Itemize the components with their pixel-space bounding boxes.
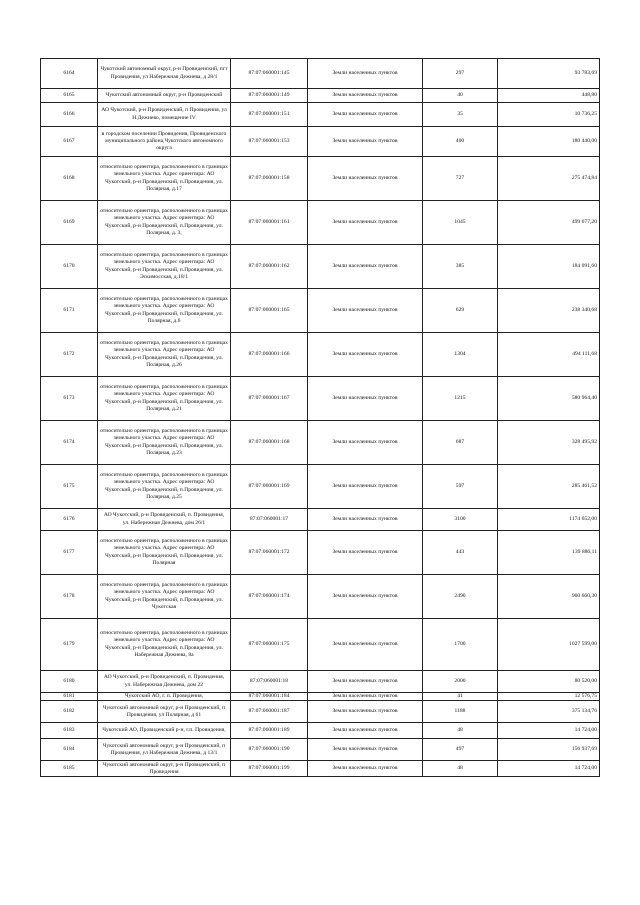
table-row <box>41 201 600 245</box>
area-cell: 1188 <box>423 701 498 723</box>
land-category: Земли населенных пунктов <box>308 103 423 127</box>
cadastral-value: 448,80 <box>498 89 600 103</box>
address-cell: относительно ориентира, расположенного в границах земельного участка. Адрес ориентира: АО Чукотский, р-н Провиденский, п.Провидения, ул. Полярная, д.26 <box>98 333 231 377</box>
cadastral-number: 87:07:060001:162 <box>231 245 308 289</box>
table-row <box>41 723 600 739</box>
cadastral-number: 87:07:060001:153 <box>231 127 308 157</box>
cadastral-number: 87:07:060001:151 <box>231 103 308 127</box>
address-cell: АО Чукотский, р-н Провиденский, п. Провидения, ул. Набережная Дежнева, дом 22 <box>98 671 231 693</box>
address-cell: АО Чукотский, р-н Провиденский, п. Провидения, ул. Набережная Дежнева, дом 26/1 <box>98 509 231 531</box>
row-number: 6166 <box>41 103 98 127</box>
row-number: 6175 <box>41 465 98 509</box>
cadastral-value: 285 461,52 <box>498 465 600 509</box>
land-category: Земли населенных пунктов <box>308 575 423 619</box>
cadastral-value: 184 091,60 <box>498 245 600 289</box>
table-row <box>41 575 600 619</box>
land-category: Земли населенных пунктов <box>308 531 423 575</box>
table-row <box>41 421 600 465</box>
cadastral-value: 900 660,30 <box>498 575 600 619</box>
cadastral-number: 87:07:060001:172 <box>231 531 308 575</box>
row-number: 6170 <box>41 245 98 289</box>
table-row <box>41 465 600 509</box>
row-number: 6183 <box>41 723 98 739</box>
address-cell: Чукотский автономный округ, р-н Провиденский, пгт Провидения, ул Набережная Дежнева, д 28/1 <box>98 59 231 89</box>
row-number: 6181 <box>41 693 98 701</box>
cadastral-value: 275 474,84 <box>498 157 600 201</box>
cadastral-value: 139 886,11 <box>498 531 600 575</box>
land-category: Земли населенных пунктов <box>308 89 423 103</box>
table-row <box>41 701 600 723</box>
row-number: 6182 <box>41 701 98 723</box>
address-cell: относительно ориентира, расположенного в границах земельного участка. Адрес ориентира: АО Чукотский, р-н Провиденский, п.Провидения, ул. Полярная, д.17 <box>98 157 231 201</box>
land-category: Земли населенных пунктов <box>308 619 423 671</box>
cadastral-value: 328 495,92 <box>498 421 600 465</box>
area-cell: 1304 <box>423 333 498 377</box>
address-cell: Чукотский автономный округ, р-н Провиденский, п Провидения, ул Полярная, д 61 <box>98 701 231 723</box>
cadastral-number: 87:07:060001:165 <box>231 289 308 333</box>
cadastral-value: 14 724,00 <box>498 761 600 777</box>
address-cell: Чукотский автономный округ, р-н Провиденский, п Провидения, ул Набережная Дежнева, д 13/1 <box>98 739 231 761</box>
cadastral-number: 87:07:060001:174 <box>231 575 308 619</box>
cadastral-number: 87:07:060001:190 <box>231 739 308 761</box>
row-number: 6184 <box>41 739 98 761</box>
row-number: 6179 <box>41 619 98 671</box>
cadastral-number: 87:07:060001:149 <box>231 89 308 103</box>
row-number: 6167 <box>41 127 98 157</box>
cadastral-number: 87:07:060001:175 <box>231 619 308 671</box>
land-category: Земли населенных пунктов <box>308 693 423 701</box>
table-row <box>41 619 600 671</box>
land-category: Земли населенных пунктов <box>308 289 423 333</box>
cadastral-value: 10 736,25 <box>498 103 600 127</box>
row-number: 6171 <box>41 289 98 333</box>
cadastral-number: 87:07:060001:161 <box>231 201 308 245</box>
address-cell: Чукотский АО, г. п. Провидения, <box>98 693 231 701</box>
cadastral-number: 87:07:060001:199 <box>231 761 308 777</box>
address-cell: относительно ориентира, расположенного в границах земельного участка. Адрес ориентира: АО Чукотский, р-н Провиденский, п.Провидения, ул. Полярная, д.21 <box>98 377 231 421</box>
land-category: Земли населенных пунктов <box>308 723 423 739</box>
table-row <box>41 157 600 201</box>
area-cell: 48 <box>423 761 498 777</box>
address-cell: относительно ориентира, расположенного в границах земельного участка. Адрес ориентира: АО Чукотский, р-н Провиденский, п.Провидения, ул. Полярная, д. 3, <box>98 201 231 245</box>
row-number: 6180 <box>41 671 98 693</box>
land-category: Земли населенных пунктов <box>308 465 423 509</box>
area-cell: 2000 <box>423 671 498 693</box>
row-number: 6165 <box>41 89 98 103</box>
cadastral-value: 12 576,75 <box>498 693 600 701</box>
area-cell: 687 <box>423 421 498 465</box>
cadastral-number: 87:07:060001:17 <box>231 509 308 531</box>
cadastral-number: 87:07:060001:187 <box>231 701 308 723</box>
area-cell: 727 <box>423 157 498 201</box>
land-register-table <box>40 58 600 777</box>
area-cell: 48 <box>423 723 498 739</box>
cadastral-value: 14 724,00 <box>498 723 600 739</box>
table-row <box>41 671 600 693</box>
table-row <box>41 289 600 333</box>
row-number: 6169 <box>41 201 98 245</box>
area-cell: 597 <box>423 465 498 509</box>
cadastral-number: 87:07:060001:167 <box>231 377 308 421</box>
table-row <box>41 509 600 531</box>
cadastral-value: 580 964,40 <box>498 377 600 421</box>
address-cell: Чукотский АО, Провиденский р-н, г.п. Провидения, <box>98 723 231 739</box>
row-number: 6168 <box>41 157 98 201</box>
land-category: Земли населенных пунктов <box>308 377 423 421</box>
table-row <box>41 693 600 701</box>
land-category: Земли населенных пунктов <box>308 701 423 723</box>
cadastral-value: 375 134,76 <box>498 701 600 723</box>
land-category: Земли населенных пунктов <box>308 59 423 89</box>
row-number: 6174 <box>41 421 98 465</box>
table-row <box>41 245 600 289</box>
table-row <box>41 103 600 127</box>
address-cell: относительно ориентира, расположенного в границах земельного участка. Адрес ориентира: АО Чукотский, р-н Провиденский, п.Провидения, ул. Набережная Дежнева, 8а <box>98 619 231 671</box>
table-row <box>41 377 600 421</box>
cadastral-number: 87:07:060001:169 <box>231 465 308 509</box>
land-category: Земли населенных пунктов <box>308 201 423 245</box>
land-category: Земли населенных пунктов <box>308 127 423 157</box>
address-cell: в городском поселении Провидения, Провиденского муниципального района,Чукотского автономного округа <box>98 127 231 157</box>
cadastral-value: 499 677,20 <box>498 201 600 245</box>
area-cell: 2490 <box>423 575 498 619</box>
table-row <box>41 531 600 575</box>
cadastral-value: 238 340,68 <box>498 289 600 333</box>
area-cell: 297 <box>423 59 498 89</box>
area-cell: 385 <box>423 245 498 289</box>
address-cell: АО Чукотский, р-н Провиденский, п Провидения, ул Н.Дежнево, помещение IV <box>98 103 231 127</box>
cadastral-number: 87:07:060001:189 <box>231 723 308 739</box>
table-row <box>41 89 600 103</box>
table-row <box>41 739 600 761</box>
address-cell: относительно ориентира, расположенного в границах земельного участка. Адрес ориентира: АО Чукотский, р-н Провиденский, п.Провидения, ул. Полярная, д.25 <box>98 465 231 509</box>
land-category: Земли населенных пунктов <box>308 671 423 693</box>
area-cell: 497 <box>423 739 498 761</box>
cadastral-number: 87:07:060001:18 <box>231 671 308 693</box>
land-category: Земли населенных пунктов <box>308 761 423 777</box>
row-number: 6178 <box>41 575 98 619</box>
area-cell: 1215 <box>423 377 498 421</box>
table-body <box>41 59 600 777</box>
table-row <box>41 127 600 157</box>
table-row <box>41 333 600 377</box>
area-cell: 35 <box>423 103 498 127</box>
address-cell: относительно ориентира, расположенного в границах земельного участка. Адрес ориентира: АО Чукотский, р-н Провиденский, п.Провидения, ул. Полярная, д.6 <box>98 289 231 333</box>
table-row <box>41 59 600 89</box>
cadastral-value: 494 111,68 <box>498 333 600 377</box>
area-cell: 400 <box>423 127 498 157</box>
row-number: 6176 <box>41 509 98 531</box>
row-number: 6173 <box>41 377 98 421</box>
cadastral-number: 87:07:060001:184 <box>231 693 308 701</box>
area-cell: 3100 <box>423 509 498 531</box>
area-cell: 41 <box>423 693 498 701</box>
table-row <box>41 761 600 777</box>
land-category: Земли населенных пунктов <box>308 333 423 377</box>
cadastral-number: 87:07:060001:168 <box>231 421 308 465</box>
row-number: 6185 <box>41 761 98 777</box>
address-cell: относительно ориентира, расположенного в границах земельного участка. Адрес ориентира: АО Чукотский, р-н Провиденский, п.Провидения, ул. Полярная <box>98 531 231 575</box>
row-number: 6164 <box>41 59 98 89</box>
area-cell: 629 <box>423 289 498 333</box>
cadastral-number: 87:07:060001:158 <box>231 157 308 201</box>
address-cell: относительно ориентира, расположенного в границах земельного участка. Адрес ориентира: АО Чукотский, р-н Провиденский, п.Провидения, ул. Чукотская <box>98 575 231 619</box>
cadastral-number: 87:07:060001:166 <box>231 333 308 377</box>
area-cell: 1700 <box>423 619 498 671</box>
area-cell: 443 <box>423 531 498 575</box>
land-category: Земли населенных пунктов <box>308 421 423 465</box>
cadastral-value: 180 440,00 <box>498 127 600 157</box>
area-cell: 1045 <box>423 201 498 245</box>
area-cell: 40 <box>423 89 498 103</box>
cadastral-value: 93 783,69 <box>498 59 600 89</box>
cadastral-number: 87:07:060001:145 <box>231 59 308 89</box>
address-cell: относительно ориентира, расположенного в границах земельного участка. Адрес ориентира: АО Чукотский, р-н Провиденский, п.Провидения, ул. Полярная, д.23 <box>98 421 231 465</box>
cadastral-value: 1174 652,00 <box>498 509 600 531</box>
row-number: 6177 <box>41 531 98 575</box>
cadastral-value: 156 937,69 <box>498 739 600 761</box>
cadastral-value: 80 520,00 <box>498 671 600 693</box>
land-category: Земли населенных пунктов <box>308 245 423 289</box>
address-cell: Чукотский автономный округ, р-н Провиденский, п Провидения <box>98 761 231 777</box>
land-category: Земли населенных пунктов <box>308 157 423 201</box>
row-number: 6172 <box>41 333 98 377</box>
address-cell: Чукотский автономный округ, р-н Провиденский <box>98 89 231 103</box>
land-category: Земли населенных пунктов <box>308 739 423 761</box>
address-cell: относительно ориентира, расположенного в границах земельного участка. Адрес ориентира: АО Чукотский, р-н Провиденский, п.Провидения, ул. Эскимосская, д.18/1 <box>98 245 231 289</box>
cadastral-value: 1027 599,00 <box>498 619 600 671</box>
land-category: Земли населенных пунктов <box>308 509 423 531</box>
